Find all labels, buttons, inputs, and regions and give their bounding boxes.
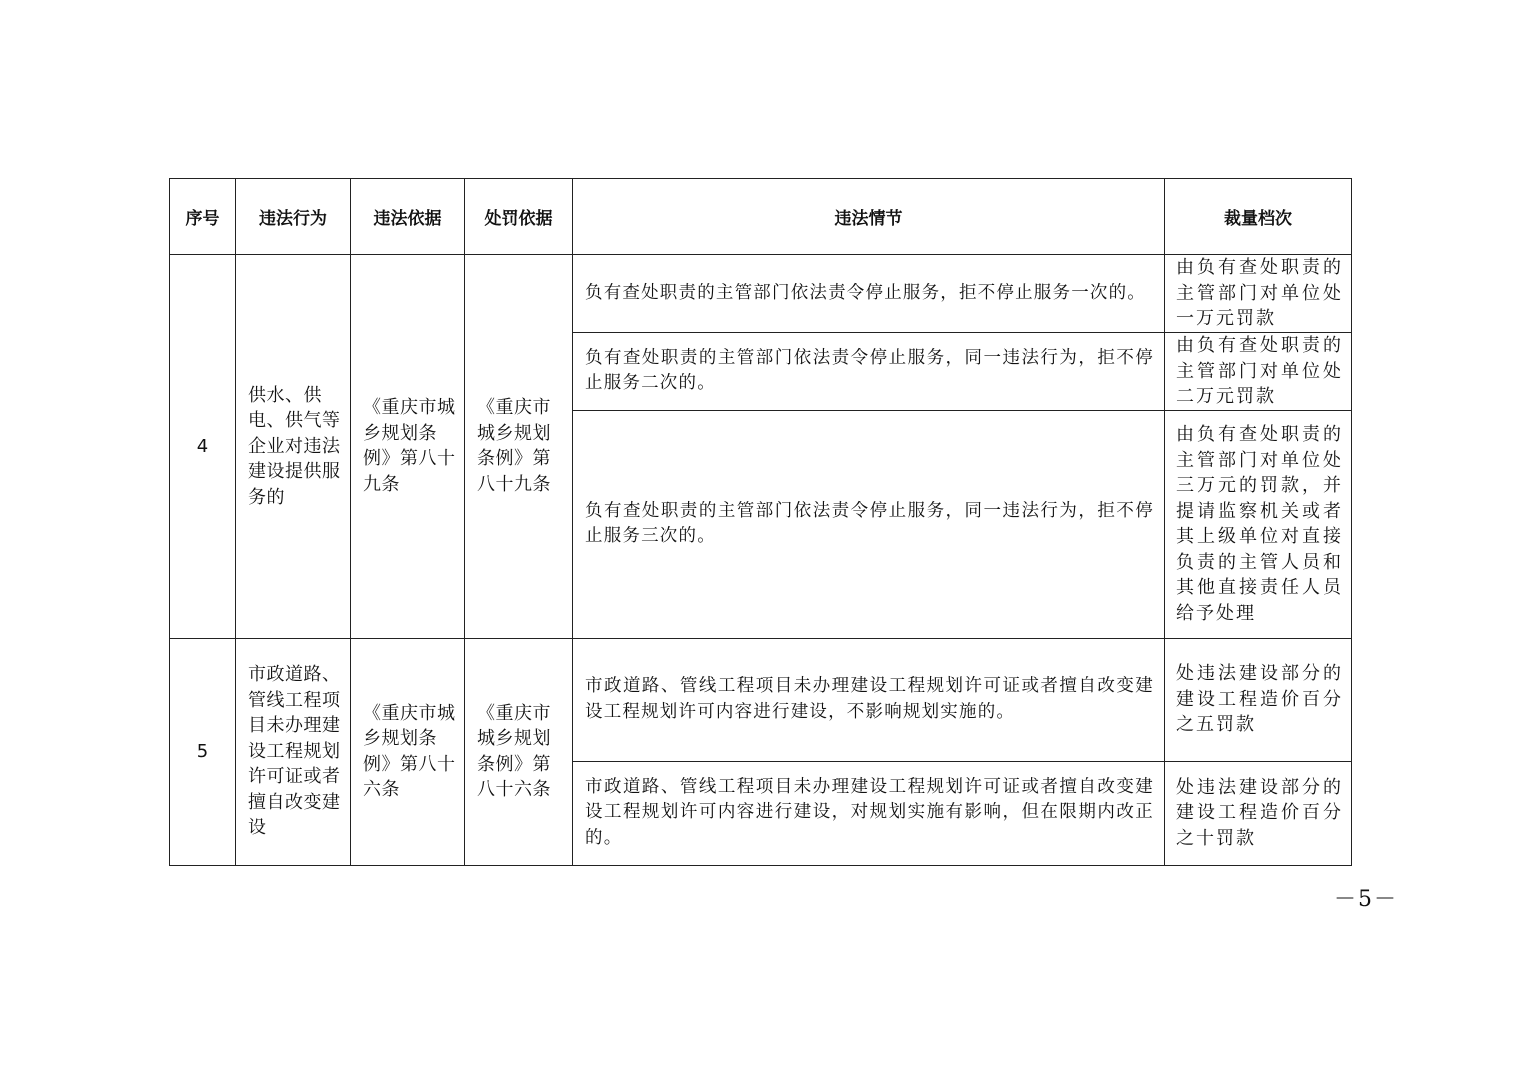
table-row [170, 638, 1352, 761]
discretion-level-cell: 处违法建设部分的建设工程造价百分之十罚款 [1165, 761, 1352, 865]
circumstance-cell: 市政道路、管线工程项目未办理建设工程规划许可证或者擅自改变建设工程规划许可内容进行建设，不影响规划实施的。 [573, 638, 1165, 761]
header-violation-behavior: 违法行为 [236, 179, 351, 255]
table-header-row [170, 179, 1352, 255]
violation-behavior-cell: 供水、供电、供气等企业对违法建设提供服务的 [236, 255, 351, 639]
violation-basis-cell: 《重庆市城乡规划条例》第八十六条 [351, 638, 465, 865]
discretion-level-cell: 由负有查处职责的主管部门对单位处三万元的罚款，并提请监察机关或者其上级单位对直接负责的主管人员和其他直接责任人员给予处理 [1165, 410, 1352, 638]
penalty-basis-cell: 《重庆市城乡规划条例》第八十六条 [465, 638, 573, 865]
seq-cell: 5 [170, 638, 236, 865]
header-penalty-basis: 处罚依据 [465, 179, 573, 255]
discretion-level-cell: 处违法建设部分的建设工程造价百分之五罚款 [1165, 638, 1352, 761]
table-row [170, 255, 1352, 333]
violation-basis-cell: 《重庆市城乡规划条例》第八十九条 [351, 255, 465, 639]
penalty-basis-cell: 《重庆市城乡规划条例》第八十九条 [465, 255, 573, 639]
violation-behavior-cell: 市政道路、管线工程项目未办理建设工程规划许可证或者擅自改变建设 [236, 638, 351, 865]
circumstance-cell: 负有查处职责的主管部门依法责令停止服务，拒不停止服务一次的。 [573, 255, 1165, 333]
discretion-level-cell: 由负有查处职责的主管部门对单位处二万元罚款 [1165, 333, 1352, 411]
header-circumstance: 违法情节 [573, 179, 1165, 255]
circumstance-cell: 负有查处职责的主管部门依法责令停止服务，同一违法行为，拒不停止服务三次的。 [573, 410, 1165, 638]
discretion-level-cell: 由负有查处职责的主管部门对单位处一万元罚款 [1165, 255, 1352, 333]
seq-cell: 4 [170, 255, 236, 639]
header-seq: 序号 [170, 179, 236, 255]
header-violation-basis: 违法依据 [351, 179, 465, 255]
header-discretion-level: 裁量档次 [1165, 179, 1352, 255]
circumstance-cell: 市政道路、管线工程项目未办理建设工程规划许可证或者擅自改变建设工程规划许可内容进行建设，对规划实施有影响，但在限期内改正的。 [573, 761, 1165, 865]
penalty-discretion-table [169, 178, 1352, 866]
page-number: －5－ [1334, 887, 1398, 912]
circumstance-cell: 负有查处职责的主管部门依法责令停止服务，同一违法行为，拒不停止服务二次的。 [573, 333, 1165, 411]
